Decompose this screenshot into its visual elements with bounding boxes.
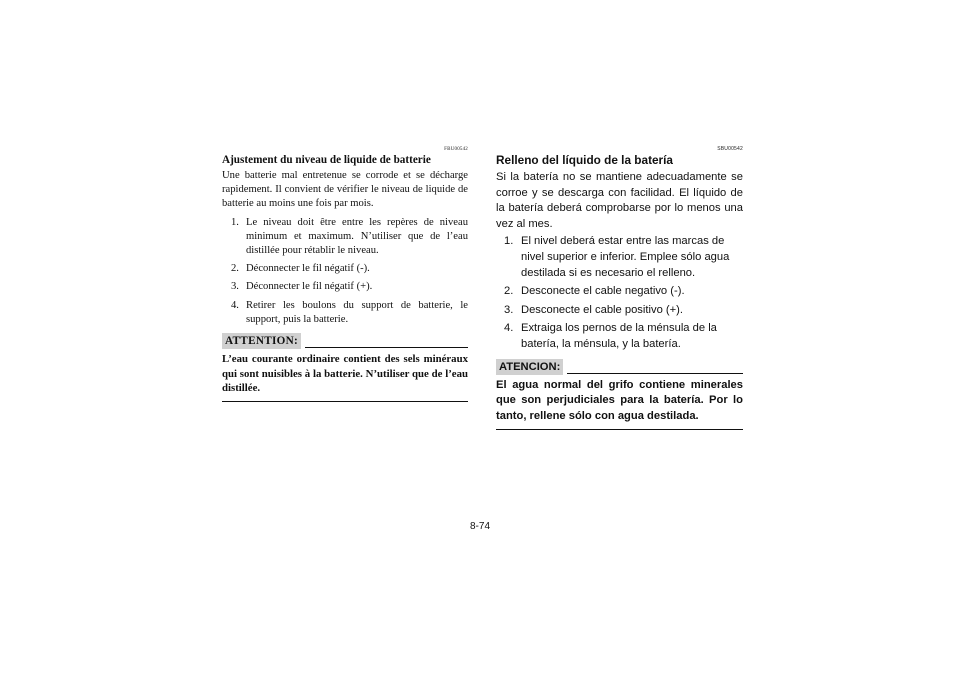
list-item [222,299,468,327]
list-item [222,280,468,294]
notice-text: L’eau courante ordinaire contient des sels minéraux qui sont nuisibles à la batterie. N’utiliser que de l’eau distillée. [222,353,468,395]
notice-rule [567,373,743,374]
page-number: 8-74 [469,521,490,532]
notice-rule [305,347,468,348]
step-text: Le niveau doit être entre les repères de niveau minimum et maximum. N’utiliser que de l’eau distillée pour rétablir le niveau. [246,216,468,257]
step-text: Extraiga los pernos de la ménsula de la batería, la ménsula, y la batería. [521,322,717,350]
step-number: 4. [504,322,514,335]
notice-end-rule [222,401,468,402]
notice-header [496,357,743,375]
list-item [496,321,743,352]
step-number: 2. [231,263,239,275]
intro-paragraph: Si la batería no se mantiene adecuadamente se corroe y se descarga con facilidad. El líquido de la batería deberá comprobarse por lo menos una vez al mes. [496,171,743,230]
step-text: Déconnecter le fil négatif (+). [246,281,373,293]
step-number: 2. [504,285,514,298]
step-number: 4. [231,299,239,311]
steps-list [222,216,468,327]
list-item [496,284,743,300]
notice-end-rule [496,429,743,430]
step-number: 1. [504,235,514,248]
spanish-column [496,146,743,430]
section-title: Relleno del líquido de la batería [496,153,673,167]
section-title: Ajustement du niveau de liquide de batterie [222,154,431,166]
section-code: FBU00542 [444,147,468,152]
step-text: Déconnecter le fil négatif (-). [246,263,370,275]
notice-text: El agua normal del grifo contiene minerales que son perjudiciales para la batería. Por lo tanto, rellene sólo con agua destilada. [496,378,743,422]
notice-label: ATENCION: [496,359,563,375]
notice-header [222,331,468,349]
step-text: Desconecte el cable positivo (+). [521,303,683,316]
step-text: Desconecte el cable negativo (-). [521,285,685,298]
notice-label: ATTENTION: [222,333,301,349]
step-text: El nivel deberá estar entre las marcas de nivel superior e inferior. Emplee sólo agua destilada si es necesario el relleno. [521,235,730,279]
section-code: SBU00542 [717,146,743,152]
intro-paragraph: Une batterie mal entretenue se corrode et se décharge rapidement. Il convient de vérifier le niveau de liquide de batterie au moins une fois par mois. [222,170,468,210]
step-text: Retirer les boulons du support de batterie, le support, puis la batterie. [246,299,468,325]
list-item [496,303,743,319]
steps-list [496,234,743,352]
step-number: 1. [231,216,239,228]
list-item [222,262,468,276]
french-column [222,146,468,402]
step-number: 3. [504,303,514,316]
list-item [496,234,743,281]
list-item [222,216,468,259]
step-number: 3. [231,281,239,293]
